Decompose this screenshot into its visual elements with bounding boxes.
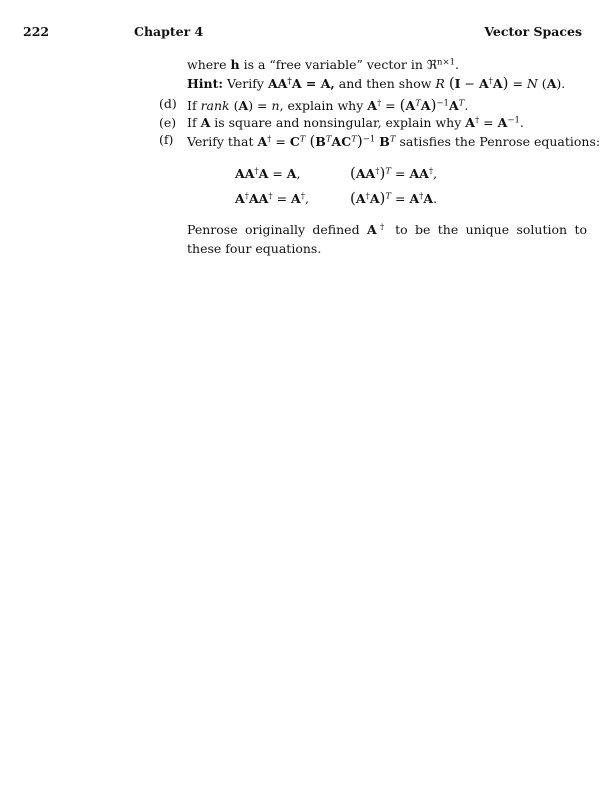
- free-variable-line: where h is a “free variable” vector in ℜ$^{n\times 1}$.: [187, 57, 460, 72]
- hint-line: Hint: Verify AA†A = A, and then show R (I − A†A) = N (A).: [187, 74, 566, 92]
- penrose-equation-4: $(A^\dagger A)^T = A^\dagger A$.: [350, 189, 438, 207]
- rank-condition: rank (A) = n,: [200, 98, 284, 113]
- pseudoinverse-formula-d: $A^\dagger = (A^TA)^{-1}A^T$.: [367, 96, 469, 114]
- section-title: Vector Spaces: [484, 24, 582, 39]
- chapter-title: Chapter 4: [134, 24, 204, 39]
- item-e-label: (e): [159, 115, 177, 130]
- pseudoinverse-formula-e: $A^\dagger = A^{-1}$.: [465, 115, 524, 130]
- hint-equation-2: R (I − A†A) = N (A).: [435, 74, 566, 92]
- item-f-text: Verify that $A^\dagger = C^T$ $(B^TAC^T)^{-1}$ $B^T$ satisfies the Penrose equations:: [187, 132, 601, 150]
- item-e-text: If A is square and nonsingular, explain why $A^\dagger = A^{-1}$.: [187, 115, 524, 130]
- page-number: 222: [23, 24, 50, 39]
- hint-label: Hint:: [187, 76, 224, 91]
- closing-paragraph: Penrose originally defined A† to be the unique solution to these four equations.: [187, 222, 587, 256]
- item-d-label: (d): [159, 96, 177, 111]
- item-f-label: (f): [159, 132, 174, 147]
- hint-equation-1: AA†A = A,: [267, 76, 335, 91]
- penrose-equation-3: A†AA† = A†,: [235, 191, 309, 206]
- penrose-equation-1: AA†A = A,: [235, 166, 301, 181]
- pseudoinverse-formula-f: $A^\dagger = C^T$ $(B^TAC^T)^{-1}$ $B^T$: [257, 132, 396, 150]
- item-d-text: If rank (A) = n, explain why $A^\dagger = (A^TA)^{-1}A^T$.: [187, 96, 469, 114]
- penrose-equation-2: $(AA^\dagger)^T = AA^\dagger$,: [350, 164, 438, 182]
